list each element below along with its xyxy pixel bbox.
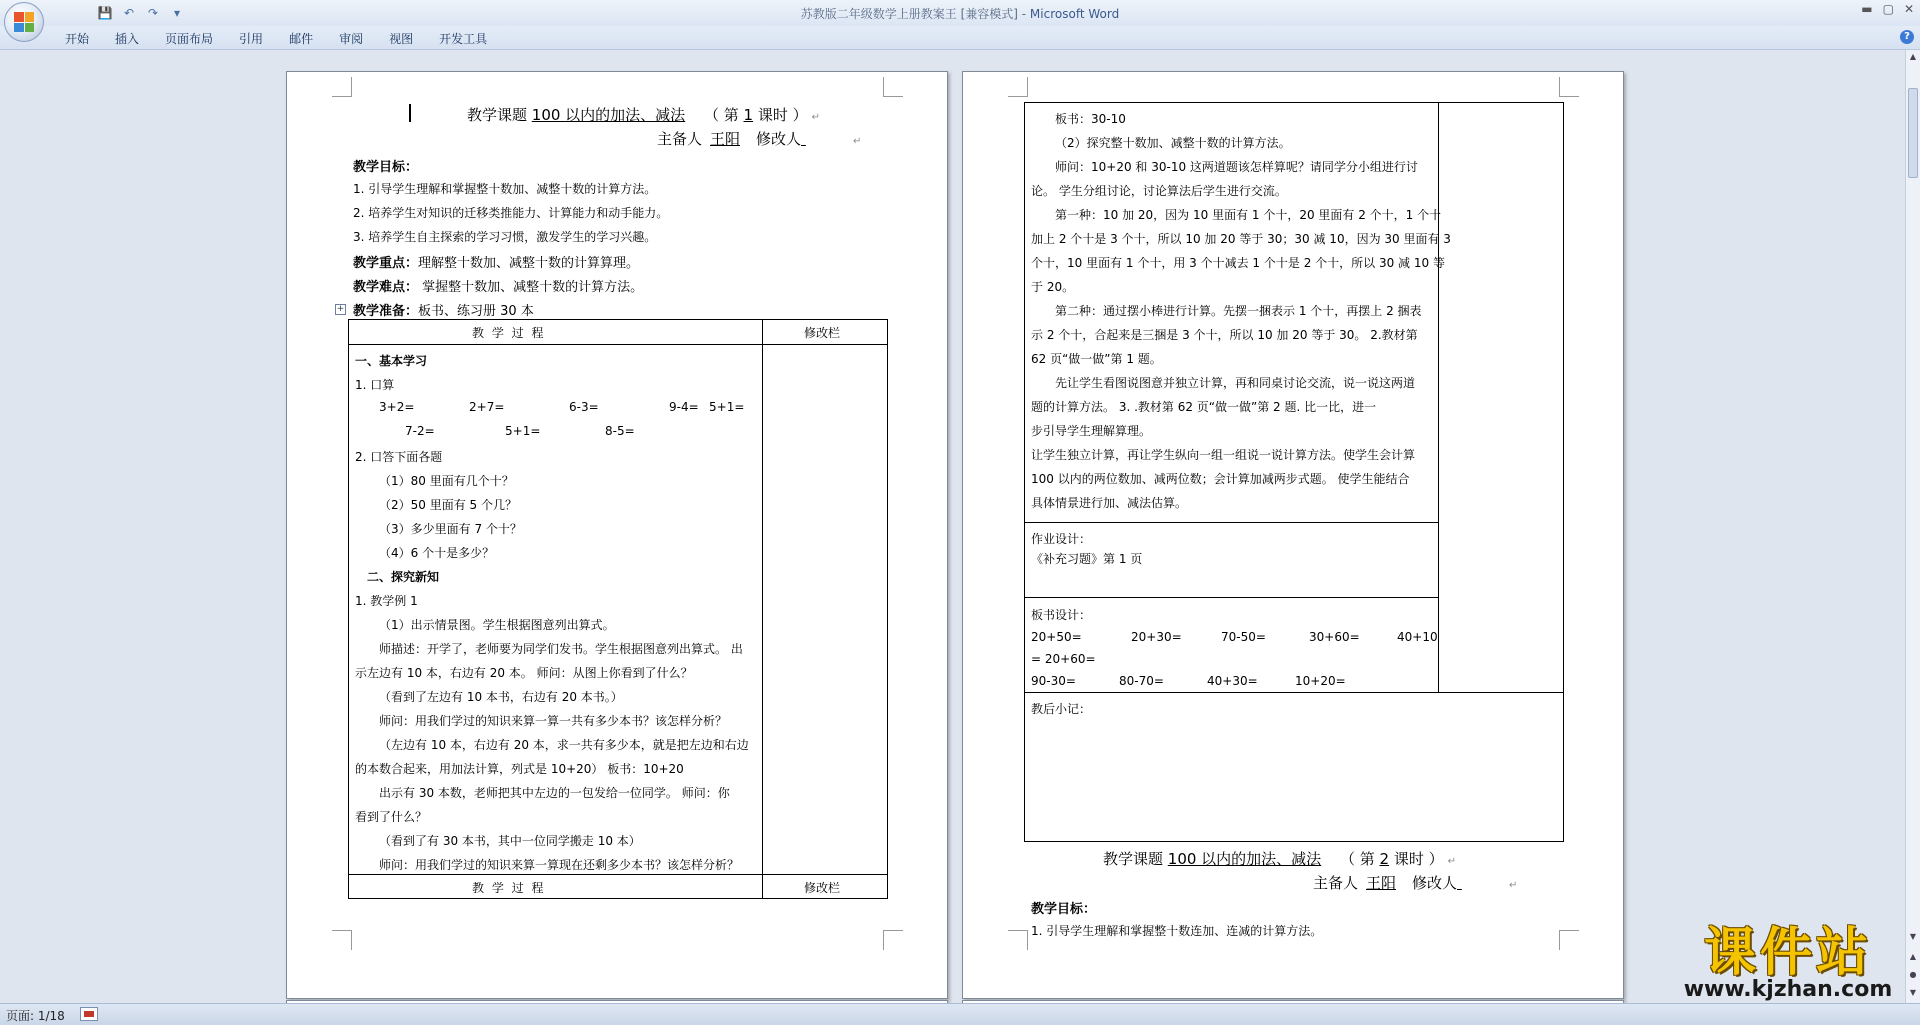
office-button[interactable] xyxy=(4,2,44,42)
key-point xyxy=(353,252,639,271)
goal-1: 1. 引导学生理解和掌握整十数加、减整十数的计算方法。 xyxy=(353,182,657,196)
document-name: 苏教版二年级数学上册教案王 [兼容模式] - xyxy=(800,7,1030,21)
paragraph: 示 2 个十，合起来是三捆是 3 个十，所以 10 加 20 等于 30。 2.教材第 xyxy=(1031,328,1418,342)
example-1: 1. 教学例 1 xyxy=(355,594,418,608)
paragraph: 先让学生看图说图意并独立计算，再和同桌讨论交流，说一说这两道 xyxy=(1055,376,1416,390)
table-divider xyxy=(762,319,763,899)
calc-item: 5+1= xyxy=(709,400,745,414)
board-item: = 20+60= xyxy=(1031,652,1096,666)
app-name: Microsoft Word xyxy=(1029,7,1120,21)
tab-insert[interactable]: 插入 xyxy=(115,32,140,46)
question: （1）80 里面有几个十？ xyxy=(379,474,514,488)
crop-mark xyxy=(1008,930,1028,950)
preparer-label: 主备人 xyxy=(657,130,703,148)
table-divider xyxy=(1438,102,1439,692)
title-topic: 100 以内的加法、减法 xyxy=(531,106,686,124)
title-bar xyxy=(0,0,1920,26)
vertical-scrollbar[interactable] xyxy=(1905,50,1920,1003)
section-basic: 一、基本学习 xyxy=(355,354,428,368)
title-lesson-num: 2 xyxy=(1379,850,1390,868)
title-topic: 100 以内的加法、减法 xyxy=(1167,850,1322,868)
calc-item: 2+7= xyxy=(469,400,505,414)
crop-mark xyxy=(883,77,903,97)
page-2[interactable] xyxy=(962,71,1624,999)
paragraph: （2）探究整十数加、减整十数的计算方法。 xyxy=(1055,136,1291,150)
help-icon[interactable]: ? xyxy=(1900,30,1914,44)
homework-text: 《补充习题》第 1 页 xyxy=(1031,552,1143,566)
tab-review[interactable]: 审阅 xyxy=(339,32,364,46)
crop-mark xyxy=(1559,77,1579,97)
tab-mailings[interactable]: 邮件 xyxy=(289,32,314,46)
board-item: 70-50= xyxy=(1221,630,1266,644)
document-workspace[interactable] xyxy=(0,50,1905,1003)
title-lesson-pre: （ 第 xyxy=(1339,850,1380,868)
page-indicator[interactable]: 页面: 1/18 xyxy=(6,1009,65,1023)
calc-item: 3+2= xyxy=(379,400,415,414)
prep-label: 教学准备： xyxy=(353,304,419,319)
paragraph: （看到了有 30 本书，其中一位同学搬走 10 本） xyxy=(379,834,641,848)
board-item: 80-70= xyxy=(1119,674,1164,688)
paragraph: 62 页“做一做”第 1 题。 xyxy=(1031,352,1162,366)
table-footer-process: 教 学 过 程 xyxy=(472,881,546,895)
crop-mark xyxy=(1559,930,1579,950)
table-header-notes: 修改栏 xyxy=(804,326,841,340)
title-lesson-num: 1 xyxy=(743,106,754,124)
tab-home[interactable]: 开始 xyxy=(65,32,90,46)
preparation xyxy=(353,300,534,319)
text-cursor xyxy=(409,104,411,122)
preparer-line: 主备人 王阳 修改人 ↵ xyxy=(657,130,862,148)
window-title xyxy=(0,5,1920,22)
browse-object-icon[interactable]: ● xyxy=(1909,970,1917,979)
process-table xyxy=(348,319,888,899)
board-item: 90-30= xyxy=(1031,674,1076,688)
table-divider xyxy=(348,874,888,875)
redo-icon[interactable]: ↷ xyxy=(147,6,159,20)
office-logo-icon xyxy=(14,12,34,32)
paragraph: 论。 学生分组讨论，讨论算法后学生进行交流。 xyxy=(1031,184,1287,198)
watermark-url: www.kjzhan.com xyxy=(1683,977,1893,1002)
title-lesson-post: 课时 ） xyxy=(1389,850,1444,868)
key-label: 教学重点： xyxy=(353,256,419,271)
page-1[interactable] xyxy=(286,71,948,999)
ribbon xyxy=(0,26,1920,50)
paragraph: 第一种：10 加 20，因为 10 里面有 1 个十，20 里面有 2 个十，1 个十 xyxy=(1055,208,1442,222)
section-explore: 二、探究新知 xyxy=(367,570,440,584)
preparer-line-2: 主备人 王阳 修改人 ↵ xyxy=(1313,874,1518,892)
calc-item: 5+1= xyxy=(505,424,541,438)
scroll-down-icon[interactable]: ▼ xyxy=(1909,932,1917,941)
preparer-name: 王阳 xyxy=(1366,874,1397,892)
tab-page-layout[interactable]: 页面布局 xyxy=(165,32,214,46)
save-icon[interactable]: 💾 xyxy=(97,6,113,20)
board-item: 20+30= xyxy=(1131,630,1182,644)
board-item: 40+30= xyxy=(1207,674,1258,688)
paragraph: 师描述：开学了，老师要为同学们发书。学生根据图意列出算式。 出 xyxy=(379,642,743,656)
paragraph: 师问：用我们学过的知识来算一算一共有多少本书？该怎样分析？ xyxy=(379,714,728,728)
table-divider xyxy=(1024,522,1438,523)
window-controls xyxy=(1861,2,1914,16)
paragraph: （左边有 10 本，右边有 20 本，求一共有多少本，就是把左边和右边 xyxy=(379,738,749,752)
title-lesson-pre: （ 第 xyxy=(703,106,744,124)
preparer-label: 主备人 xyxy=(1313,874,1359,892)
scroll-up-icon[interactable]: ▲ xyxy=(1909,52,1917,61)
paragraph: 示左边有 10 本，右边有 20 本。 师问：从图上你看到了什么？ xyxy=(355,666,693,680)
goals-label-2: 教学目标： xyxy=(1031,902,1097,917)
scroll-thumb[interactable] xyxy=(1908,88,1918,178)
crop-mark xyxy=(332,930,352,950)
paragraph: 板书：30-10 xyxy=(1055,112,1126,126)
prev-page-icon[interactable]: ▲ xyxy=(1909,952,1917,961)
paragraph: 个十，10 里面有 1 个十，用 3 个十减去 1 个十是 2 个十，所以 30 减 10 等 xyxy=(1031,256,1445,270)
paragraph: 100 以内的两位数加、减两位数；会计算加减两步式题。 使学生能结合 xyxy=(1031,472,1410,486)
ribbon-tabs xyxy=(52,30,500,47)
difficulty-text: 掌握整十数加、减整十数的计算方法。 xyxy=(418,280,644,295)
paragraph: 步引导学生理解算理。 xyxy=(1031,424,1152,438)
paragraph: 第二种：通过摆小棒进行计算。先摆一捆表示 1 个十，再摆上 2 捆表 xyxy=(1055,304,1422,318)
paragraph: 题的计算方法。 3. .教材第 62 页“做一做”第 2 题. 比一比，进一 xyxy=(1031,400,1377,414)
reviser-label: 修改人 xyxy=(756,130,802,148)
preparer-name: 王阳 xyxy=(710,130,741,148)
crop-mark xyxy=(883,930,903,950)
goal-3: 3. 培养学生自主探索的学习习惯，激发学生的学习兴趣。 xyxy=(353,230,657,244)
calc-item: 8-5= xyxy=(605,424,635,438)
question: （3）多少里面有 7 个十？ xyxy=(379,522,522,536)
calc-item: 7-2= xyxy=(405,424,435,438)
title-prefix: 教学课题 xyxy=(1103,850,1168,868)
difficulty-label: 教学难点： xyxy=(353,280,419,295)
proofing-icon[interactable] xyxy=(80,1007,98,1021)
board-item: 20+50= xyxy=(1031,630,1082,644)
undo-icon[interactable]: ↶ xyxy=(123,6,135,20)
board-item: 10+20= xyxy=(1295,674,1346,688)
homework-label: 作业设计： xyxy=(1031,532,1092,546)
tab-view[interactable]: 视图 xyxy=(389,32,414,46)
paragraph: 加上 2 个十是 3 个十，所以 10 加 20 等于 30；30 减 10，因为 30 里面有 3 xyxy=(1031,232,1451,246)
oral-answer-label: 2. 口答下面各题 xyxy=(355,450,443,464)
paragraph: （看到了左边有 10 本书，右边有 20 本书。） xyxy=(379,690,623,704)
customize-qat-icon[interactable]: ▾ xyxy=(173,6,181,20)
tab-developer[interactable]: 开发工具 xyxy=(439,32,488,46)
board-item: 40+10 xyxy=(1397,630,1438,644)
goals-label: 教学目标： xyxy=(353,160,419,175)
title-lesson-post: 课时 ） xyxy=(753,106,808,124)
table-divider xyxy=(1024,692,1564,693)
paragraph: 的本数合起来，用加法计算，列式是 10+20） 板书：10+20 xyxy=(355,762,684,776)
next-page-icon[interactable]: ▼ xyxy=(1909,988,1917,997)
paragraph: （1）出示情景图。学生根据图意列出算式。 xyxy=(379,618,615,632)
calc-item: 6-3= xyxy=(569,400,599,414)
prep-text: 板书、练习册 30 本 xyxy=(418,304,534,319)
board-label: 板书设计： xyxy=(1031,608,1092,622)
paragraph: 师问：用我们学过的知识来算一算现在还剩多少本书？该怎样分析？ xyxy=(379,858,740,872)
watermark-logo xyxy=(1668,925,1908,1002)
paragraph: 于 20。 xyxy=(1031,280,1075,294)
key-text: 理解整十数加、减整十数的计算算理。 xyxy=(418,256,640,271)
oral-calc-label: 1. 口算 xyxy=(355,378,395,392)
difficulty-point xyxy=(353,276,643,295)
crop-mark xyxy=(332,77,352,97)
minimize-button[interactable]: ▬ xyxy=(1861,2,1873,16)
question: （2）50 里面有 5 个几？ xyxy=(379,498,517,512)
reviser-label: 修改人 xyxy=(1412,874,1458,892)
paragraph: 出示有 30 本数，老师把其中左边的一包发给一位同学。 师问：你 xyxy=(379,786,730,800)
paragraph: 让学生独立计算，再让学生纵向一组一组说一说计算方法。使学生会计算 xyxy=(1031,448,1416,462)
table-footer-notes: 修改栏 xyxy=(804,881,841,895)
goal-1-2: 1. 引导学生理解和掌握整十数连加、连减的计算方法。 xyxy=(1031,924,1323,938)
tab-references[interactable]: 引用 xyxy=(239,32,264,46)
calc-item: 9-4= xyxy=(669,400,699,414)
table-divider xyxy=(1024,597,1438,598)
table-divider xyxy=(348,344,888,345)
table-move-handle-icon[interactable]: + xyxy=(336,304,345,314)
reflection-label: 教后小记： xyxy=(1031,702,1092,716)
status-bar xyxy=(0,1003,1920,1025)
goal-2: 2. 培养学生对知识的迁移类推能力、计算能力和动手能力。 xyxy=(353,206,669,220)
maximize-button[interactable]: ▢ xyxy=(1882,2,1894,16)
paragraph: 师问：10+20 和 30-10 这两道题该怎样算呢？请同学分小组进行讨 xyxy=(1055,160,1418,174)
close-button[interactable]: ✕ xyxy=(1903,2,1914,16)
table-header-process: 教 学 过 程 xyxy=(472,326,546,340)
question: （4）6 个十是多少？ xyxy=(379,546,495,560)
watermark-text: 课件站 xyxy=(1703,923,1872,983)
paragraph: 看到了什么？ xyxy=(355,810,428,824)
paragraph: 具体情景进行加、减法估算。 xyxy=(1031,496,1188,510)
title-prefix: 教学课题 xyxy=(467,106,532,124)
crop-mark xyxy=(1008,77,1028,97)
lesson-title-2: 教学课题 100 以内的加法、减法 （ 第 2 课时 ） ↵ xyxy=(1103,850,1456,868)
lesson-title: 教学课题 100 以内的加法、减法 （ 第 1 课时 ） ↵ xyxy=(467,106,820,124)
board-item: 30+60= xyxy=(1309,630,1360,644)
